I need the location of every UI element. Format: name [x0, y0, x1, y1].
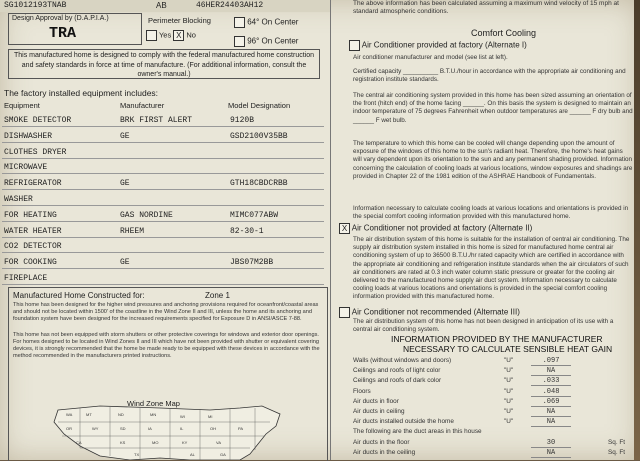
svg-text:WI: WI [180, 414, 185, 419]
heat-row-value: .097 [531, 357, 571, 366]
heat-row-u: "U" [504, 408, 514, 415]
svg-text:TX: TX [134, 452, 140, 457]
equipment-model: JBS07M2BB [230, 258, 274, 268]
table-rule [2, 158, 324, 159]
dapia-label: Design Approval by (D.A.P.I.A.) [12, 15, 109, 22]
equipment-manufacturer: RHEEM [120, 226, 145, 236]
svg-text:PA: PA [238, 426, 244, 431]
serial-number: SG1012193TNAB [4, 1, 67, 10]
heat-row-u: "U" [504, 367, 514, 375]
svg-text:AL: AL [190, 452, 195, 457]
svg-text:ND: ND [118, 412, 124, 417]
temp-96-label: 96° On Center [247, 36, 299, 46]
svg-text:SD: SD [120, 426, 126, 431]
heat-row-label: Floors [353, 387, 371, 395]
svg-text:MT: MT [86, 412, 92, 417]
heat-gain-row [353, 439, 638, 448]
col-manufacturer: Manufacturer [120, 101, 165, 110]
svg-text:CA: CA [76, 440, 82, 445]
right-intro: The above information has been calculated assuming a maximum wind velocity of 15 mph at standard atmospheric conditions. [353, 0, 619, 15]
heat-row-value: 30 [531, 439, 571, 448]
no-label: No [186, 30, 196, 40]
heat-row-label: The following are the duct areas in this house [353, 428, 482, 436]
perimeter-options [146, 30, 196, 41]
alt2-text: The air distribution system of this home is suitable for the installation of central air conditioning. The supply air distribution system installed in this home is sized for manufactured home central air conditioning system of up to 36500 B.T.U./hr rated capacity which are certified in accordance with the appropriate air conditioning and refrigeration institute standards when the air circulators of such air conditioners are rated at 0.3 inch water column static pressure or greater for the cooling air delivered to the manufactured home supply air duct system. Information necessary to calculate cooling loads at various locations and orientations is provided in the special comfort cooling information provided with this manufactured home. [353, 236, 630, 301]
heat-gain-row [353, 357, 638, 366]
wind-zone-map [40, 404, 302, 460]
alt1-line3: The central air conditioning system provided in this home has been sized assuming an orientation of the front (hitch end) of the home facing ______. On this basis the system is designed to maintain an indoor temperature of 75 degrees Fahrenheit when outdoor temperatures are ______ F dry bulb and ______ F wet bulb. [353, 92, 633, 124]
equipment-name: FOR COOKING [4, 258, 57, 268]
compliance-statement: This manufactured home is designed to comply with the federal manufactured home construction and safety standards in force at time of manufacture. (For additional information, consult the owner's manual.) [8, 49, 320, 79]
heat-row-label: Air ducts installed outside the home [353, 418, 454, 426]
board-edge [634, 0, 640, 460]
table-rule [2, 189, 324, 190]
heat-gain-row [353, 408, 638, 417]
heat-row-value: NA [531, 418, 571, 427]
table-rule [2, 205, 324, 206]
heat-row-u: "U" [504, 418, 514, 426]
alt2-row [339, 223, 532, 234]
wind-zone-value: Zone 1 [205, 291, 230, 300]
equipment-name: DISHWASHER [4, 131, 53, 141]
heat-row-label: Air ducts in ceiling [353, 408, 405, 415]
svg-text:MN: MN [150, 412, 157, 417]
table-rule [2, 142, 324, 143]
heat-row-value: NA [531, 449, 571, 458]
table-rule [2, 173, 324, 174]
heat-row-value: .033 [531, 377, 571, 386]
equipment-name: REFRIGERATOR [4, 179, 62, 189]
table-rule [2, 221, 324, 222]
svg-text:IA: IA [148, 426, 152, 431]
heat-gain-row [353, 377, 638, 386]
heat-row-u: "U" [504, 397, 514, 405]
equipment-manufacturer: GAS NORDINE [120, 210, 173, 220]
heat-row-value: NA [531, 367, 571, 376]
equipment-model: GTH18CBDCRBB [230, 179, 288, 189]
wind-heading: Manufactured Home Constructed for: [13, 291, 145, 300]
equipment-name: FOR HEATING [4, 210, 57, 220]
svg-text:MI: MI [208, 414, 213, 419]
temp-96-checkbox[interactable] [234, 36, 245, 47]
alt2-label: Air Conditioner not provided at factory (Alternate II) [351, 223, 533, 233]
comfort-cooling-title: Comfort Cooling [471, 28, 537, 38]
heat-row-label: Ceilings and roofs of light color [353, 367, 441, 375]
dapia-value: TRA [49, 25, 77, 42]
equipment-model: MIMC077ABW [230, 210, 279, 220]
alt1-line4: The temperature to which this home can be cooled will change depending upon the amount of exposure of the windows of this home to the sun's radiant heat. Therefore, the home's heat gains will vary dependent upon its orientation to the sun and any permanent shading provided. Information concerning the calculation of cooling loads at various locations, window exposures and shadings are provided in Chapter 22 of the 1981 edition of the ASHRAE Handbook of Fundamentals. [353, 140, 633, 180]
yes-checkbox[interactable] [146, 30, 157, 41]
yes-label: Yes [158, 30, 172, 40]
heat-row-unit: Sq. Ft [608, 438, 626, 446]
map-title: Wind Zone Map [127, 399, 180, 408]
temp-64-label: 64° On Center [247, 17, 299, 27]
table-rule [2, 268, 324, 269]
ab-value: 46HER24403AH12 [196, 1, 264, 10]
equipment-heading: The factory installed equipment includes: [4, 88, 159, 98]
alt3-checkbox[interactable] [339, 307, 350, 318]
heat-row-unit: Sq. Ft [608, 448, 626, 456]
equipment-name: CLOTHES DRYER [4, 147, 67, 157]
table-rule [2, 237, 324, 238]
equipment-name: WATER HEATER [4, 226, 62, 236]
info-heading-1: INFORMATION PROVIDED BY THE MANUFACTURER [391, 334, 603, 344]
svg-text:OR: OR [66, 426, 72, 431]
heat-row-value: .069 [531, 398, 571, 407]
alt1-line2: Certified capacity __________ B.T.U./hour in accordance with the appropriate air conditioning and registration institute standards. [353, 68, 626, 84]
equipment-model: 9120B [230, 116, 255, 125]
heat-row-value: NA [531, 408, 571, 417]
heat-gain-row [353, 428, 638, 437]
table-rule [2, 126, 324, 127]
no-checkbox[interactable]: X [173, 30, 184, 41]
temp-96-row [234, 36, 298, 47]
temp-64-checkbox[interactable] [234, 17, 245, 28]
equipment-manufacturer: GE [120, 258, 130, 268]
col-equipment: Equipment [4, 101, 40, 110]
svg-text:OH: OH [210, 426, 216, 431]
ab-label: AB [156, 1, 167, 10]
equipment-manufacturer: GE [120, 179, 130, 189]
perimeter-label: Perimeter Blocking [148, 16, 211, 25]
heat-row-label: Ceilings and roofs of dark color [353, 377, 442, 385]
table-rule [2, 284, 324, 285]
alt2-checkbox[interactable]: X [339, 223, 350, 234]
wind-text-1: This home has been designed for the higher wind pressures and anchoring provisions required for oceanfront/coastal areas and should not be located within 1500' of the coastline in the Wind Zone II and III, unless the home and its anchoring and foundation system have been designed for the increased requirements specified for Exposure D in ANSI/ASCE 7-88. [13, 302, 319, 322]
equipment-name: SMOKE DETECTOR [4, 116, 72, 125]
dapia-box [8, 13, 142, 45]
heat-row-u: "U" [504, 387, 514, 395]
heat-row-u: "U" [504, 377, 514, 385]
heat-row-value: .048 [531, 388, 571, 397]
equipment-manufacturer: BRK FIRST ALERT [120, 116, 193, 125]
svg-text:KY: KY [182, 440, 188, 445]
info-heading-2: NECESSARY TO CALCULATE SENSIBLE HEAT GAIN [403, 344, 613, 354]
alt1-line1: Air conditioner manufacturer and model (see list at left). [353, 54, 508, 61]
heat-row-label: Air ducts in the ceiling [353, 448, 416, 456]
equipment-name: CO2 DETECTOR [4, 242, 62, 252]
alt1-line5: Information necessary to calculate cooling loads at various locations and orientations is provided in the special comfort cooling information provided with this manufactured home. [353, 205, 629, 221]
svg-text:MO: MO [152, 440, 159, 445]
heat-gain-row [353, 388, 638, 397]
heat-row-label: Air ducts in floor [353, 397, 399, 405]
svg-text:GA: GA [220, 452, 226, 457]
temp-64-row [234, 17, 298, 28]
alt3-row [339, 307, 520, 318]
alt3-label: Air Conditioner not recommended (Alternate III) [351, 307, 520, 317]
equipment-manufacturer: GE [120, 131, 130, 141]
table-rule [2, 252, 324, 253]
equipment-name: WASHER [4, 195, 33, 204]
heat-row-label: Walls (without windows and doors) [353, 357, 452, 364]
svg-text:KS: KS [120, 440, 126, 445]
equipment-model: 82-30-1 [230, 226, 264, 236]
col-model: Model Designation [228, 101, 291, 110]
equipment-name: MICROWAVE [4, 163, 48, 173]
right-column [331, 0, 634, 460]
svg-text:WA: WA [66, 412, 73, 417]
heat-gain-row [353, 367, 638, 376]
wind-text-2: This home has not been equipped with storm shutters or other protective coverings for windows and exterior door openings. For homes designed to be located in Wind Zones II and III which have not been provided with shutter or equivalent covering devices, it is strongly recommended that the home be made ready to be equipped with these devices in accordance with the method recommended in the manufacturers printed instructions. [13, 332, 320, 359]
alt1-row [349, 40, 527, 51]
alt1-checkbox[interactable] [349, 40, 360, 51]
svg-text:WY: WY [92, 426, 99, 431]
alt1-label: Air Conditioner provided at factory (Alternate I) [361, 40, 527, 50]
heat-gain-row [353, 418, 638, 427]
heat-row-label: Air ducts in the floor [353, 438, 410, 446]
svg-text:VA: VA [216, 440, 222, 445]
heat-row-u: "U" [504, 357, 514, 364]
equipment-name: FIREPLACE [4, 274, 48, 283]
heat-gain-row [353, 398, 638, 407]
heat-gain-row [353, 449, 638, 458]
equipment-model: GSD2100V35BB [230, 131, 288, 141]
svg-text:IL: IL [180, 426, 184, 431]
alt3-text: The air distribution system of this home has not been designed in anticipation of its use with a central air conditioning system. [353, 318, 614, 334]
